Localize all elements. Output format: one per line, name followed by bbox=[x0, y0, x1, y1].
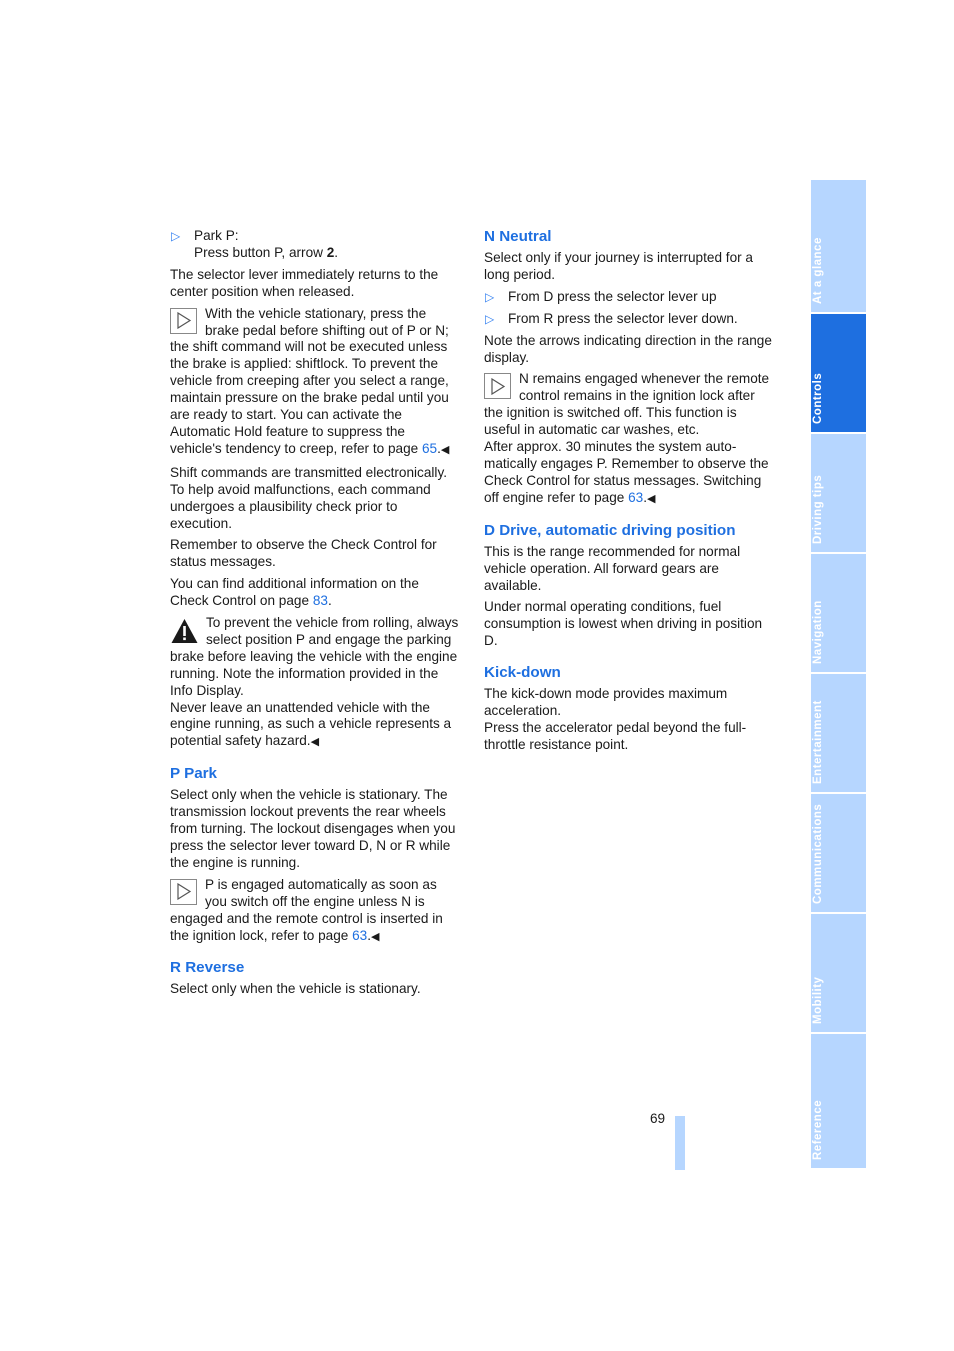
page-number: 69 bbox=[650, 1111, 666, 1126]
bullet-park-line2-text: Press button P, arrow bbox=[194, 244, 327, 260]
tab-label: Navigation bbox=[812, 600, 824, 664]
paragraph-drive-1: This is the range recommended for normal vehicle operation. All forward gears are available. bbox=[484, 543, 741, 593]
page-link-83[interactable]: 83 bbox=[312, 593, 328, 609]
tab-label: Mobility bbox=[812, 976, 824, 1024]
end-mark-icon: ◀ bbox=[647, 492, 656, 505]
tab-driving-tips[interactable] bbox=[811, 434, 866, 554]
note-park-text: P is engaged automatically as soon as you switch off the engine unless N is engaged and the remote control is inserted in the ignition lock, refer to page bbox=[170, 876, 443, 943]
warning-text-1: To prevent the vehicle from rolling, always select position P and engage the parking brake before leaving the vehicle with the engine running. Note the information provided in the Info Display. bbox=[170, 615, 459, 698]
paragraph-kickdown-2: Press the accelerator pedal beyond the full-throttle resistance point. bbox=[484, 719, 747, 752]
note-shiftlock bbox=[170, 306, 460, 459]
tab-mobility[interactable] bbox=[811, 914, 866, 1034]
end-mark-icon: ◀ bbox=[371, 930, 380, 943]
paragraph-additional bbox=[170, 576, 460, 610]
warning-text-2: Never leave an unattended vehicle with the engine running, as such a vehicle represents a potential safety hazard. bbox=[170, 699, 452, 749]
bullet-from-d bbox=[484, 289, 774, 306]
note-neutral-period: . bbox=[643, 489, 648, 505]
tab-at-a-glance[interactable] bbox=[811, 180, 866, 314]
paragraph-additional-period: . bbox=[327, 593, 332, 609]
heading-d-drive: D Drive, automatic driving position bbox=[484, 521, 736, 539]
right-column bbox=[484, 228, 774, 759]
left-column bbox=[170, 228, 460, 1003]
end-mark-icon: ◀ bbox=[440, 443, 450, 456]
note-neutral bbox=[484, 371, 774, 507]
note-shiftlock-text: With the vehicle stationary, press the brake pedal before shifting out of P or N; the shift command will not be executed unless the brake is applied: shiftlock. To prevent the vehicle from creeping after you select a range, maintain pressure on the brake pedal until you are ready to start. You can activate the Automatic Hold feature to suppress the vehicle's tendency to creep, refer to page bbox=[170, 305, 449, 456]
paragraph-reverse: Select only when the vehicle is stationary. bbox=[170, 981, 421, 997]
page-number-bar bbox=[675, 1116, 685, 1170]
tab-label: Reference bbox=[812, 1099, 824, 1160]
heading-kick-down: Kick-down bbox=[484, 664, 561, 682]
note-neutral-text-1: N remains engaged whenever the remote control remains in the ignition lock after the ignition is switched off. This function is useful in automatic car washes, etc. bbox=[484, 371, 770, 438]
page-link-63[interactable]: 63 bbox=[352, 927, 368, 943]
bullet-arrow-icon: ▷ bbox=[171, 229, 181, 243]
tab-communications[interactable] bbox=[811, 794, 866, 914]
end-mark-icon: ◀ bbox=[310, 736, 320, 749]
paragraph-electronic: Shift commands are transmitted electronically. To help avoid malfunctions, each command undergoes a plausibility check prior to execution. bbox=[170, 464, 448, 531]
note-triangle-icon bbox=[170, 879, 197, 905]
paragraph-park: Select only when the vehicle is stationary. The transmission lockout prevents the rear wheels from turning. The lockout disengages when you press the selector lever toward D, N or R while the engine is running. bbox=[170, 787, 456, 870]
heading-n-neutral: N Neutral bbox=[484, 228, 552, 245]
tab-label: Communications bbox=[812, 803, 824, 904]
heading-p-park: P Park bbox=[170, 765, 218, 783]
tab-navigation[interactable] bbox=[811, 554, 866, 674]
paragraph-kickdown: The kick-down mode provides maximum acceleration. bbox=[484, 686, 728, 719]
bullet-park-line2-end: . bbox=[334, 244, 339, 260]
tab-entertainment[interactable] bbox=[811, 674, 866, 794]
bullet-park bbox=[170, 228, 460, 262]
tab-label: At a glance bbox=[812, 237, 824, 304]
paragraph-drive-2: Under normal operating conditions, fuel consumption is lowest when driving in position D. bbox=[484, 599, 763, 649]
paragraph-arrows: Note the arrows indicating direction in the range display. bbox=[484, 332, 772, 365]
note-park-period: . bbox=[367, 927, 372, 943]
bullet-from-r-text: From R press the selector lever down. bbox=[508, 310, 738, 326]
note-triangle-icon bbox=[484, 373, 511, 399]
paragraph-check-control: Remember to observe the Check Control for status messages. bbox=[170, 537, 437, 570]
tab-label: Controls bbox=[812, 372, 824, 424]
bullet-from-r bbox=[484, 311, 774, 328]
tab-label: Entertainment bbox=[812, 700, 824, 784]
page-link-63[interactable]: 63 bbox=[628, 489, 644, 505]
warning-note bbox=[170, 615, 460, 751]
tab-label: Driving tips bbox=[812, 474, 824, 544]
tab-controls[interactable] bbox=[811, 314, 866, 434]
bullet-arrow-icon: ▷ bbox=[485, 311, 495, 326]
paragraph-neutral: Select only if your journey is interrupted for a long period. bbox=[484, 250, 753, 282]
paragraph-additional-text: You can find additional information on the Check Control on page bbox=[170, 576, 419, 609]
note-neutral-text-2: After approx. 30 minutes the system automatically engages P. Remember to observe the Check Control for status messages. Switching off engine refer to page bbox=[484, 439, 769, 505]
note-park bbox=[170, 877, 460, 946]
bullet-park-line2 bbox=[194, 245, 460, 262]
note-shiftlock-period: . bbox=[437, 440, 441, 456]
paragraph-returns: The selector lever immediately returns to the center position when released. bbox=[170, 266, 439, 299]
tab-reference[interactable] bbox=[811, 1034, 866, 1168]
heading-r-reverse: R Reverse bbox=[170, 959, 245, 977]
bullet-arrow-icon: ▷ bbox=[485, 289, 495, 304]
chapter-tabs bbox=[811, 180, 866, 1168]
warning-icon bbox=[170, 617, 199, 645]
page-link-65[interactable]: 65 bbox=[421, 440, 438, 456]
bullet-from-d-text: From D press the selector lever up bbox=[508, 288, 717, 304]
note-triangle-icon bbox=[170, 308, 197, 334]
bullet-park-line1: Park P: bbox=[194, 228, 239, 243]
bullet-park-arrow-number: 2 bbox=[326, 244, 335, 260]
